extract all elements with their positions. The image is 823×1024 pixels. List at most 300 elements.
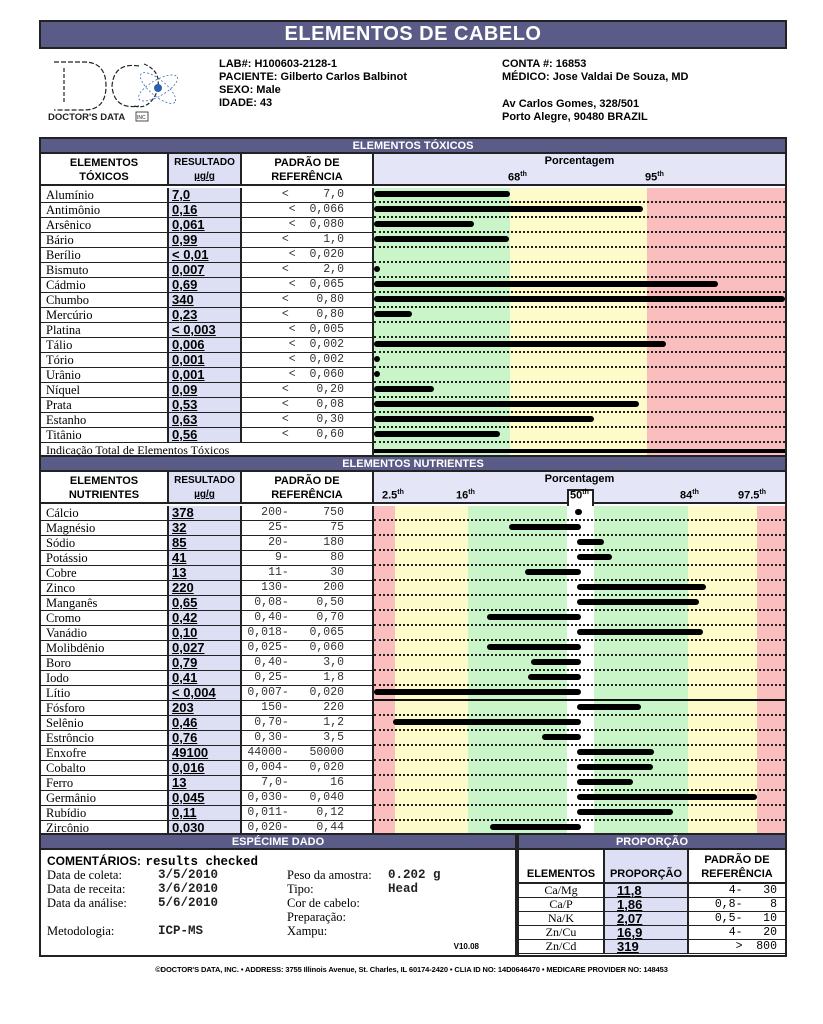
table-row xyxy=(41,413,374,428)
footer-text: ©DOCTOR'S DATA, INC. • ADDRESS: 3755 Illinois Avenue, St. Charles, IL 60174-2420 • CLIA ID NO: 14D0646470 • MEDICARE PROVIDER NO: 148453 xyxy=(155,965,668,974)
element-result: 0,53 xyxy=(169,398,242,413)
result-bar xyxy=(374,401,639,407)
element-result: 0,030 xyxy=(169,821,242,836)
address-line-1: Av Carlos Gomes, 328/501 xyxy=(502,98,640,110)
element-result: 32 xyxy=(169,521,242,536)
element-name: Antimônio xyxy=(41,203,169,218)
result-bar xyxy=(374,356,380,362)
element-reference: 0,020- 0,44 xyxy=(242,821,374,836)
ratio-element: Ca/Mg xyxy=(519,884,605,898)
table-row xyxy=(41,611,374,626)
table-row xyxy=(41,308,374,323)
element-name: Ferro xyxy=(41,776,169,791)
address-line-2: Porto Alegre, 90480 BRAZIL xyxy=(502,111,648,123)
element-result: < 0,01 xyxy=(169,248,242,263)
ratio-value: 1,86 xyxy=(605,898,689,912)
svg-text:DOCTOR'S DATA: DOCTOR'S DATA xyxy=(48,112,126,123)
element-name: Cálcio xyxy=(41,506,169,521)
table-row xyxy=(41,428,374,443)
element-result: 203 xyxy=(169,701,242,716)
element-reference: 0,018- 0,065 xyxy=(242,626,374,641)
toxic-chart-header xyxy=(374,154,785,186)
element-name: Lítio xyxy=(41,686,169,701)
table-row xyxy=(41,701,374,716)
result-bar xyxy=(374,386,434,392)
result-bar xyxy=(487,614,581,620)
element-name: Cobre xyxy=(41,566,169,581)
table-row xyxy=(41,791,374,806)
element-reference: 11- 30 xyxy=(242,566,374,581)
element-result: 13 xyxy=(169,566,242,581)
element-reference: 150- 220 xyxy=(242,701,374,716)
ratio-col-proportion: PROPORÇÃO xyxy=(605,850,689,884)
table-row xyxy=(41,566,374,581)
percentile-label: 68th xyxy=(508,171,527,184)
element-reference: < 0,065 xyxy=(242,278,374,293)
patient-info xyxy=(219,58,407,110)
result-bar xyxy=(525,569,581,575)
chart-zone xyxy=(688,506,757,836)
ratio-element: Zn/Cd xyxy=(519,940,605,954)
ratio-element: Zn/Cu xyxy=(519,926,605,940)
element-reference: < 0,066 xyxy=(242,203,374,218)
element-result: 0,11 xyxy=(169,806,242,821)
specimen-field-label: Cor de cabelo: xyxy=(287,896,360,910)
element-result: 0,027 xyxy=(169,641,242,656)
element-reference: 0,25- 1,8 xyxy=(242,671,374,686)
comments-label: COMENTÁRIOS: xyxy=(47,854,141,868)
table-row xyxy=(41,641,374,656)
table-row xyxy=(41,536,374,551)
element-name: Sódio xyxy=(41,536,169,551)
nutrient-chart-title: Porcentagem xyxy=(544,473,615,485)
specimen-field-label: Tipo: xyxy=(287,882,314,896)
element-result: 49100 xyxy=(169,746,242,761)
patient-name: PACIENTE: Gilberto Carlos Balbinot xyxy=(219,71,408,83)
row-divider xyxy=(374,759,785,761)
ratio-value: 11,8 xyxy=(605,884,689,898)
element-name: Alumínio xyxy=(41,188,169,203)
element-reference: 44000- 50000 xyxy=(242,746,374,761)
specimen-section-title: ESPÉCIME DADO xyxy=(41,835,515,850)
element-reference: < 0,80 xyxy=(242,293,374,308)
element-result: 0,69 xyxy=(169,278,242,293)
element-reference: < 0,080 xyxy=(242,218,374,233)
result-bar xyxy=(577,749,654,755)
row-divider xyxy=(374,564,785,566)
specimen-section xyxy=(39,833,517,957)
row-divider xyxy=(374,306,785,308)
element-name: Zircônio xyxy=(41,821,169,836)
element-reference: 130- 200 xyxy=(242,581,374,596)
element-name: Zinco xyxy=(41,581,169,596)
result-bar xyxy=(487,644,581,650)
element-name: Estrôncio xyxy=(41,731,169,746)
toxic-elements-section xyxy=(39,137,787,457)
ratio-reference: > 800 xyxy=(689,940,785,954)
element-result: 7,0 xyxy=(169,188,242,203)
table-row xyxy=(41,506,374,521)
result-bar xyxy=(490,824,581,830)
table-row xyxy=(41,368,374,383)
row-divider xyxy=(374,351,785,353)
element-result: 0,09 xyxy=(169,383,242,398)
chart-zone xyxy=(468,506,567,836)
table-row xyxy=(41,248,374,263)
element-name: Iodo xyxy=(41,671,169,686)
element-name: Manganês xyxy=(41,596,169,611)
element-name: Tálio xyxy=(41,338,169,353)
element-reference: 25- 75 xyxy=(242,521,374,536)
element-reference: < 0,60 xyxy=(242,428,374,443)
specimen-field-value: ICP-MS xyxy=(158,924,204,938)
row-divider xyxy=(374,411,785,413)
row-divider xyxy=(374,261,785,263)
row-divider xyxy=(374,381,785,383)
element-name: Rubídio xyxy=(41,806,169,821)
row-divider xyxy=(374,246,785,248)
table-row xyxy=(41,233,374,248)
table-row xyxy=(41,731,374,746)
version-label: V10.08 xyxy=(453,942,479,951)
element-result: 0,23 xyxy=(169,308,242,323)
row-divider xyxy=(374,276,785,278)
element-name: Titânio xyxy=(41,428,169,443)
element-reference: < 2,0 xyxy=(242,263,374,278)
table-row xyxy=(41,581,374,596)
element-reference: 0,40- 0,70 xyxy=(242,611,374,626)
percentile-label: 50th xyxy=(570,489,589,502)
result-bar xyxy=(374,206,643,212)
result-bar xyxy=(577,794,757,800)
result-bar xyxy=(577,779,633,785)
element-name: Chumbo xyxy=(41,293,169,308)
row-divider xyxy=(374,426,785,428)
specimen-field-value: 0.202 g xyxy=(388,868,441,882)
result-bar xyxy=(374,311,412,317)
row-divider xyxy=(374,396,785,398)
element-result: < 0,003 xyxy=(169,323,242,338)
toxic-col-result: RESULTADO µg/g xyxy=(169,154,242,186)
result-bar xyxy=(577,764,653,770)
doctor-name: MÉDICO: Jose Valdai De Souza, MD xyxy=(502,71,689,83)
row-divider xyxy=(374,321,785,323)
nutrient-chart-header xyxy=(374,472,785,504)
element-result: < 0,004 xyxy=(169,686,242,701)
row-divider xyxy=(374,789,785,791)
table-row xyxy=(41,218,374,233)
result-bar xyxy=(374,191,510,197)
element-result: 0,16 xyxy=(169,203,242,218)
result-bar xyxy=(577,629,703,635)
nutrient-percentile-chart xyxy=(374,506,785,836)
ratio-value: 319 xyxy=(605,940,689,954)
lab-number: LAB#: H100603-2128-1 xyxy=(219,58,338,70)
element-reference: < 0,002 xyxy=(242,338,374,353)
element-reference: 0,025- 0,060 xyxy=(242,641,374,656)
row-divider xyxy=(374,441,785,443)
row-divider xyxy=(374,804,785,806)
element-result: 0,41 xyxy=(169,671,242,686)
row-divider xyxy=(374,819,785,821)
element-name: Enxofre xyxy=(41,746,169,761)
result-bar xyxy=(374,431,500,437)
row-divider xyxy=(374,534,785,536)
chart-zone xyxy=(395,506,468,836)
ratio-col-reference: PADRÃO DE REFERÊNCIA xyxy=(689,850,785,884)
element-reference: < 0,060 xyxy=(242,368,374,383)
element-reference: 0,007- 0,020 xyxy=(242,686,374,701)
element-reference: 0,30- 3,5 xyxy=(242,731,374,746)
ratio-reference: 4- 20 xyxy=(689,926,785,940)
svg-text:INC: INC xyxy=(137,115,146,121)
table-row xyxy=(41,278,374,293)
ratio-row xyxy=(519,884,785,898)
report-title: ELEMENTOS DE CABELO xyxy=(39,20,787,49)
element-name: Arsênico xyxy=(41,218,169,233)
element-reference: < 7,0 xyxy=(242,188,374,203)
element-reference: < 0,002 xyxy=(242,353,374,368)
toxic-section-title: ELEMENTOS TÓXICOS xyxy=(41,139,785,154)
element-reference: 0,011- 0,12 xyxy=(242,806,374,821)
table-row xyxy=(41,521,374,536)
table-row xyxy=(41,188,374,203)
element-name: Selênio xyxy=(41,716,169,731)
element-name: Cromo xyxy=(41,611,169,626)
element-result: 0,045 xyxy=(169,791,242,806)
row-divider xyxy=(374,654,785,656)
element-result: 85 xyxy=(169,536,242,551)
row-divider xyxy=(374,624,785,626)
element-reference: < 0,020 xyxy=(242,248,374,263)
element-name: Cádmio xyxy=(41,278,169,293)
element-name: Mercúrio xyxy=(41,308,169,323)
element-name: Bário xyxy=(41,233,169,248)
element-result: 0,99 xyxy=(169,233,242,248)
account-info xyxy=(502,58,688,124)
ratio-element: Na/K xyxy=(519,912,605,926)
row-divider xyxy=(374,291,785,293)
table-row xyxy=(41,761,374,776)
row-divider xyxy=(374,639,785,641)
result-bar xyxy=(509,524,581,530)
toxic-col-reference: PADRÃO DE REFERÊNCIA xyxy=(242,154,374,186)
result-bar xyxy=(374,341,666,347)
row-divider xyxy=(374,336,785,338)
element-reference: < 0,005 xyxy=(242,323,374,338)
ratio-reference: 0,8- 8 xyxy=(689,898,785,912)
ratio-reference: 4- 30 xyxy=(689,884,785,898)
table-row xyxy=(41,656,374,671)
table-row xyxy=(41,293,374,308)
element-result: 340 xyxy=(169,293,242,308)
row-divider xyxy=(374,729,785,731)
table-row xyxy=(41,746,374,761)
group-divider xyxy=(374,699,785,701)
table-row xyxy=(41,716,374,731)
element-name: Tório xyxy=(41,353,169,368)
percentile-label: 95th xyxy=(645,171,664,184)
element-reference: 0,40- 3,0 xyxy=(242,656,374,671)
element-result: 0,42 xyxy=(169,611,242,626)
element-result: 0,061 xyxy=(169,218,242,233)
element-name: Cobalto xyxy=(41,761,169,776)
toxic-percentile-chart xyxy=(374,188,785,458)
nutrient-elements-section xyxy=(39,455,787,835)
element-reference: < 0,30 xyxy=(242,413,374,428)
comments-value: results checked xyxy=(145,855,258,869)
element-reference: 20- 180 xyxy=(242,536,374,551)
specimen-field-label: Data da análise: xyxy=(47,896,127,910)
element-reference: < 1,0 xyxy=(242,233,374,248)
element-reference: 0,030- 0,040 xyxy=(242,791,374,806)
ratio-section-title: PROPORÇÃO xyxy=(519,835,785,850)
table-row xyxy=(41,626,374,641)
element-name: Fósforo xyxy=(41,701,169,716)
element-name: Níquel xyxy=(41,383,169,398)
specimen-field-value: Head xyxy=(388,882,419,896)
element-result: 13 xyxy=(169,776,242,791)
row-divider xyxy=(374,714,785,716)
element-name: Boro xyxy=(41,656,169,671)
result-bar xyxy=(577,584,706,590)
table-row xyxy=(41,551,374,566)
result-bar xyxy=(577,554,612,560)
result-bar xyxy=(577,809,673,815)
table-row xyxy=(41,596,374,611)
result-bar xyxy=(577,599,699,605)
account-number: CONTA #: 16853 xyxy=(502,58,587,70)
row-divider xyxy=(374,231,785,233)
element-result: 0,006 xyxy=(169,338,242,353)
element-name: Vanádio xyxy=(41,626,169,641)
row-divider xyxy=(374,609,785,611)
element-name: Magnésio xyxy=(41,521,169,536)
row-divider xyxy=(374,744,785,746)
element-result: 41 xyxy=(169,551,242,566)
nutrient-col-result: RESULTADO µg/g xyxy=(169,472,242,504)
specimen-field-label: Data de receita: xyxy=(47,882,126,896)
row-divider xyxy=(374,216,785,218)
table-row xyxy=(41,338,374,353)
ratio-reference: 0,5- 10 xyxy=(689,912,785,926)
nutrient-col-elements: ELEMENTOS NUTRIENTES xyxy=(41,472,169,504)
specimen-field-value: 3/6/2010 xyxy=(158,882,219,896)
element-name: Berílio xyxy=(41,248,169,263)
toxic-chart-title: Porcentagem xyxy=(544,155,615,167)
row-divider xyxy=(374,549,785,551)
element-reference: 9- 80 xyxy=(242,551,374,566)
element-name: Germânio xyxy=(41,791,169,806)
nutrient-col-reference: PADRÃO DE REFERÊNCIA xyxy=(242,472,374,504)
element-reference: 0,004- 0,020 xyxy=(242,761,374,776)
row-divider xyxy=(374,366,785,368)
element-name: Estanho xyxy=(41,413,169,428)
result-bar xyxy=(528,674,581,680)
element-result: 0,56 xyxy=(169,428,242,443)
ratio-row xyxy=(519,940,785,954)
percentile-label: 2.5th xyxy=(382,489,404,502)
table-row xyxy=(41,671,374,686)
result-bar xyxy=(374,689,581,695)
element-reference: 0,08- 0,50 xyxy=(242,596,374,611)
table-row xyxy=(41,263,374,278)
result-bar xyxy=(374,236,509,242)
specimen-field-label: Data de coleta: xyxy=(47,868,122,882)
element-reference: < 0,08 xyxy=(242,398,374,413)
element-name: Potássio xyxy=(41,551,169,566)
element-reference: < 0,20 xyxy=(242,383,374,398)
ratio-element: Ca/P xyxy=(519,898,605,912)
result-bar xyxy=(374,296,785,302)
result-bar xyxy=(575,509,582,515)
element-name: Urânio xyxy=(41,368,169,383)
table-row xyxy=(41,203,374,218)
result-bar xyxy=(577,539,604,545)
chart-zone xyxy=(757,506,785,836)
ratio-value: 16,9 xyxy=(605,926,689,940)
specimen-field-label: Metodologia: xyxy=(47,924,115,938)
total-toxic-bar xyxy=(374,449,785,453)
element-result: 0,46 xyxy=(169,716,242,731)
element-name: Platina xyxy=(41,323,169,338)
element-result: 0,63 xyxy=(169,413,242,428)
table-row xyxy=(41,383,374,398)
element-reference: 200- 750 xyxy=(242,506,374,521)
element-result: 0,001 xyxy=(169,368,242,383)
percentile-label: 16th xyxy=(456,489,475,502)
row-divider xyxy=(374,774,785,776)
ratio-row xyxy=(519,926,785,940)
table-row xyxy=(41,323,374,338)
table-row xyxy=(41,353,374,368)
element-result: 0,10 xyxy=(169,626,242,641)
result-bar xyxy=(577,704,641,710)
chart-zone xyxy=(647,188,785,458)
specimen-field-label: Preparação: xyxy=(287,910,346,924)
element-result: 0,001 xyxy=(169,353,242,368)
ratio-row xyxy=(519,912,785,926)
element-name: Prata xyxy=(41,398,169,413)
percentile-label: 84th xyxy=(680,489,699,502)
row-divider xyxy=(374,594,785,596)
table-row xyxy=(41,806,374,821)
result-bar xyxy=(542,734,581,740)
result-bar xyxy=(374,266,380,272)
toxic-col-elements: ELEMENTOS TÓXICOS xyxy=(41,154,169,186)
element-result: 378 xyxy=(169,506,242,521)
element-result: 0,65 xyxy=(169,596,242,611)
element-reference: 0,70- 1,2 xyxy=(242,716,374,731)
result-bar xyxy=(531,659,581,665)
patient-sex: SEXO: Male xyxy=(219,84,281,96)
chart-zone xyxy=(374,506,395,836)
specimen-field-value: 3/5/2010 xyxy=(158,868,219,882)
table-row xyxy=(41,686,374,701)
total-toxic-label: Indicação Total de Elementos Tóxicos xyxy=(41,443,374,458)
result-bar xyxy=(374,416,594,422)
element-result: 220 xyxy=(169,581,242,596)
ratio-col-elements: ELEMENTOS xyxy=(519,850,605,884)
result-bar xyxy=(393,719,581,725)
specimen-field-label: Xampu: xyxy=(287,924,328,938)
element-result: 0,79 xyxy=(169,656,242,671)
row-divider xyxy=(374,684,785,686)
patient-age: IDADE: 43 xyxy=(219,97,273,109)
ratio-section xyxy=(517,833,787,957)
element-result: 0,76 xyxy=(169,731,242,746)
element-name: Bismuto xyxy=(41,263,169,278)
